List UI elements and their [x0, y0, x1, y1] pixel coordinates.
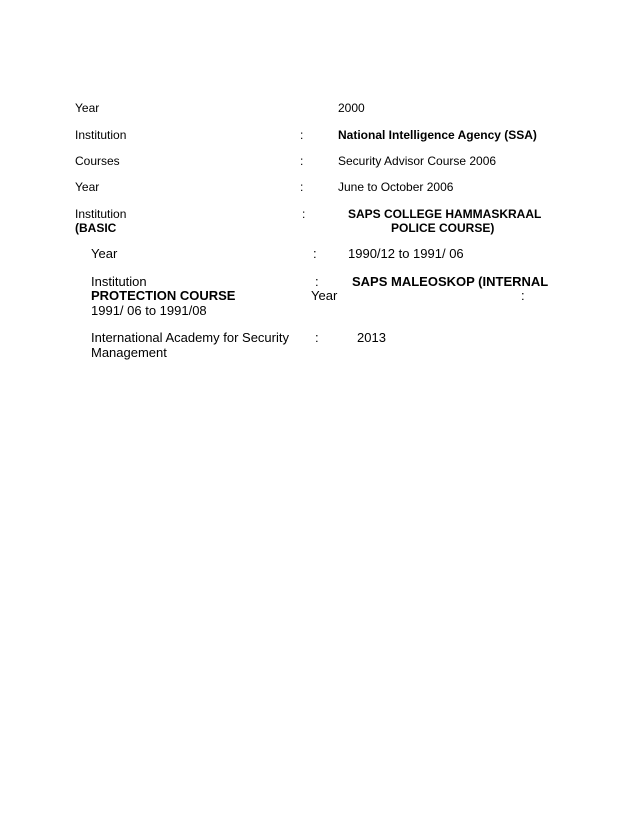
label-institution-4: International Academy for Security — [91, 330, 289, 345]
label-institution-3-continued: PROTECTION COURSE — [91, 288, 236, 303]
value-year-1: 2000 — [338, 101, 365, 115]
label-institution-1: Institution — [75, 128, 127, 142]
value-institution-3: SAPS MALEOSKOP (INTERNAL — [352, 274, 549, 289]
label-year-2: Year — [75, 180, 100, 194]
separator-colon: : — [300, 128, 304, 142]
separator-colon: : — [313, 246, 317, 261]
label-institution-3: Institution — [91, 274, 147, 289]
value-institution-1: National Intelligence Agency (SSA) — [338, 128, 537, 142]
separator-colon: : — [315, 274, 319, 289]
separator-colon: : — [302, 207, 306, 221]
label-institution-2: Institution — [75, 207, 127, 221]
label-courses: Courses — [75, 154, 120, 168]
label-institution-4-continued: Management — [91, 345, 167, 360]
separator-colon: : — [521, 288, 525, 303]
value-institution-2: SAPS COLLEGE HAMMASKRAAL — [348, 207, 542, 221]
separator-colon: : — [300, 180, 304, 194]
separator-year-fragment: Year — [311, 288, 338, 303]
separator-colon: : — [315, 330, 319, 345]
separator-colon: : — [300, 154, 304, 168]
value-courses: Security Advisor Course 2006 — [338, 154, 497, 168]
value-year-2: June to October 2006 — [338, 180, 454, 194]
value-year-3: 1990/12 to 1991/ 06 — [348, 246, 464, 261]
value-year-4: 2013 — [357, 330, 386, 345]
value-institution-2-continued: POLICE COURSE) — [391, 221, 495, 235]
label-year-3: Year — [91, 246, 118, 261]
label-year-1: Year — [75, 101, 100, 115]
label-institution-3-dates: 1991/ 06 to 1991/08 — [91, 303, 207, 318]
label-institution-2-continued: (BASIC — [75, 221, 117, 235]
